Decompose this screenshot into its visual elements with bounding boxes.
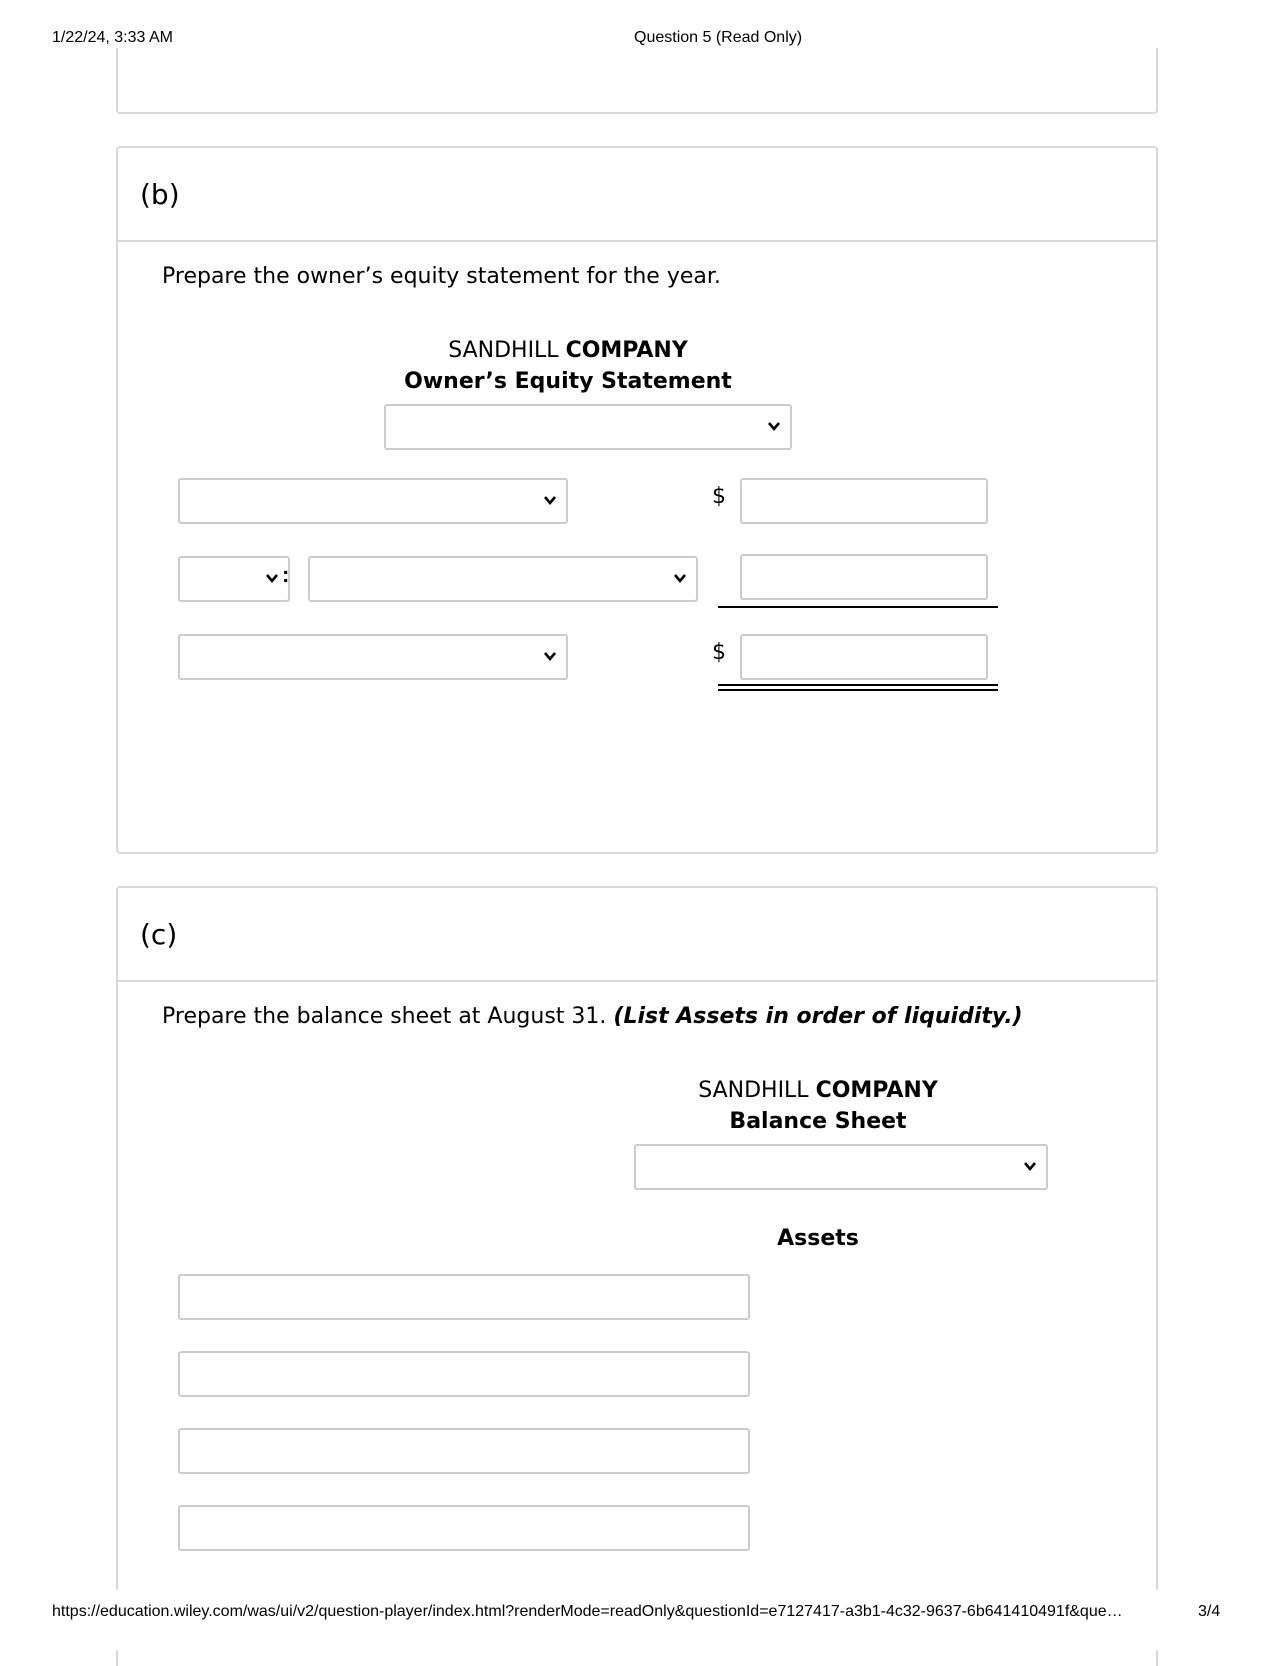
- print-url: https://education.wiley.com/was/ui/v2/question-player/index.html?renderMode=readOnly&questionId=e7127417-a3b1-4c32-9637-6b641410491f&que…: [52, 1603, 1123, 1620]
- part-b-label: (b): [118, 148, 1156, 242]
- company-name-suffix: COMPANY: [565, 338, 688, 363]
- print-page-number: 3/4: [1198, 1603, 1221, 1620]
- chevron-down-icon: [542, 492, 558, 508]
- total-double-rule-top: [718, 684, 998, 686]
- assets-heading: Assets: [777, 1226, 859, 1251]
- currency-symbol: $: [712, 640, 726, 665]
- beginning-capital-amount-input[interactable]: [740, 478, 988, 524]
- asset-account-input-3[interactable]: [178, 1428, 750, 1474]
- part-c-label: (c): [118, 888, 1156, 982]
- asset-account-input-4[interactable]: [178, 1505, 750, 1551]
- part-c-instruction-note: (List Assets in order of liquidity.): [613, 1004, 1023, 1029]
- chevron-down-icon: [766, 418, 782, 434]
- date-dropdown[interactable]: [634, 1144, 1048, 1190]
- asset-account-input-1[interactable]: [178, 1274, 750, 1320]
- part-b-company-name: [368, 338, 768, 363]
- add-less-dropdown[interactable]: [178, 556, 290, 602]
- company-name-prefix: SANDHILL: [698, 1078, 816, 1103]
- company-name-suffix: COMPANY: [815, 1078, 938, 1103]
- part-b-panel: [116, 146, 1158, 854]
- part-b-statement-title: Owner’s Equity Statement: [404, 369, 732, 394]
- part-c-company-name: [618, 1078, 1018, 1103]
- print-datetime: 1/22/24, 3:33 AM: [52, 29, 173, 46]
- ending-capital-amount-input[interactable]: [740, 634, 988, 680]
- ending-capital-account-dropdown[interactable]: [178, 634, 568, 680]
- previous-part-panel: [116, 48, 1158, 114]
- total-double-rule-bottom: [718, 689, 998, 691]
- part-c-statement-title: Balance Sheet: [729, 1109, 907, 1134]
- asset-account-input-2[interactable]: [178, 1351, 750, 1397]
- period-dropdown[interactable]: [384, 404, 792, 450]
- currency-symbol: $: [712, 484, 726, 509]
- chevron-down-icon: [672, 570, 688, 586]
- colon-separator: :: [282, 562, 290, 587]
- subtotal-rule: [718, 606, 998, 608]
- print-page-title: Question 5 (Read Only): [634, 29, 803, 46]
- change-amount-input[interactable]: [740, 554, 988, 600]
- change-account-dropdown[interactable]: [308, 556, 698, 602]
- part-c-panel: [116, 886, 1158, 1666]
- part-b-instruction: Prepare the owner’s equity statement for the year.: [162, 264, 721, 289]
- part-c-instruction-text: Prepare the balance sheet at August 31.: [162, 1004, 614, 1029]
- part-c-instruction: [162, 1004, 1023, 1029]
- chevron-down-icon: [264, 570, 280, 586]
- beginning-capital-account-dropdown[interactable]: [178, 478, 568, 524]
- chevron-down-icon: [542, 648, 558, 664]
- company-name-prefix: SANDHILL: [448, 338, 566, 363]
- chevron-down-icon: [1022, 1158, 1038, 1174]
